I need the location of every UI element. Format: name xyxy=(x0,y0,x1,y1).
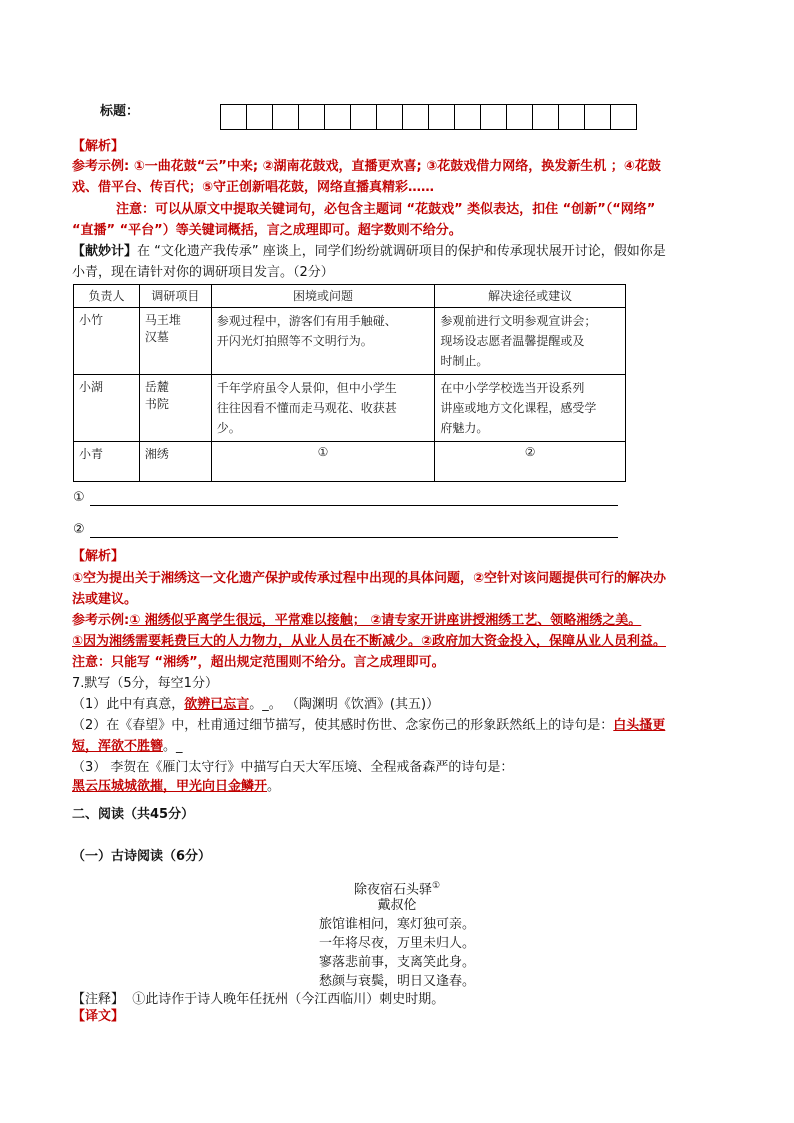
table-cell-blank-2[interactable]: ② xyxy=(435,442,626,482)
answer-line-1[interactable] xyxy=(90,505,618,506)
table-cell-person: 小竹 xyxy=(74,308,140,375)
table-row xyxy=(74,308,626,375)
reference-answer-line-2: 戏、借平台、传百代；⑤守正创新唱花鼓，网络直播真精彩…… xyxy=(72,180,435,195)
ref-answer-1: ① 湘绣似乎离学生很远，平常难以接触； ②请专家开讲座讲授湘绣工艺、领略湘绣之美。 xyxy=(129,613,642,628)
note-tag: 【注释】 xyxy=(72,992,125,1007)
poem-author: 戴叔伦 xyxy=(377,898,417,913)
title-grid-cell[interactable] xyxy=(221,104,247,130)
analysis-label-2: 【解析】 xyxy=(72,549,125,564)
q7-2-answer-part-1: 白头搔更 xyxy=(613,718,666,733)
table-cell-project: 岳麓 书院 xyxy=(139,375,211,442)
analysis2-line-2: 法或建议。 xyxy=(72,592,138,607)
title-grid-cell[interactable] xyxy=(325,104,351,130)
title-grid-cell[interactable] xyxy=(507,104,533,130)
table-header: 负责人 xyxy=(74,285,140,308)
ref-prefix: 参考示例: xyxy=(72,613,130,628)
title-grid-cell[interactable] xyxy=(611,104,637,130)
q7-title: 7.默写（5分，每空1分） xyxy=(72,676,218,691)
table-cell-problem: 参观过程中，游客们有用手触碰、 开闪光灯拍照等不文明行为。 xyxy=(211,308,435,375)
title-grid-cell[interactable] xyxy=(351,104,377,130)
reference-answer-line-1: 参考示例: ①一曲花鼓“云”中来; ②湖南花鼓戏，直播更欢喜; ③花鼓戏借力网络，换发新生机 ；④花鼓 xyxy=(72,159,661,174)
q7-item-3: （3） 李贺在《雁门太守行》中描写白天大军压境、全程戒备森严的诗句是： xyxy=(72,760,514,775)
table-header-row xyxy=(74,285,626,308)
table-header: 解决途径或建议 xyxy=(435,285,626,308)
q7-item-3-cont xyxy=(72,778,280,796)
title-grid-cell[interactable] xyxy=(559,104,585,130)
title-grid-cell[interactable] xyxy=(481,104,507,130)
title-grid-cell[interactable] xyxy=(299,104,325,130)
section-heading-poem: （一）古诗阅读（6分） xyxy=(72,849,212,864)
survey-table xyxy=(73,284,626,482)
table-header: 调研项目 xyxy=(139,285,211,308)
table-cell-project: 马王堆 汉墓 xyxy=(139,308,211,375)
table-cell-project: 湘绣 xyxy=(139,442,211,482)
table-header: 困境或问题 xyxy=(211,285,435,308)
title-grid-cell[interactable] xyxy=(403,104,429,130)
table-row xyxy=(74,375,626,442)
poem-line: 一年将尽夜，万里未归人。 xyxy=(318,936,475,951)
title-grid-cell[interactable] xyxy=(273,104,299,130)
poem-line: 寥落悲前事，支离笑此身。 xyxy=(318,955,475,970)
title-label: 标题： xyxy=(100,104,140,119)
q7-3-answer: 黑云压城城欲摧，甲光向日金鳞开 xyxy=(72,779,268,794)
analysis-label-1: 【解析】 xyxy=(72,139,125,154)
title-grid-cell[interactable] xyxy=(533,104,559,130)
analysis2-note: 注意：只能写 “湘绣”，超出规定范围则不给分。言之成理即可。 xyxy=(72,655,445,670)
q7-item-1 xyxy=(72,696,439,714)
poem-title: 除夜宿石头驿① xyxy=(353,881,441,898)
answer-label-1: ① xyxy=(73,490,85,505)
q7-1-source: 。_。 （陶渊明《饮酒》(其五)） xyxy=(249,697,440,712)
answer-label-2: ② xyxy=(73,522,85,537)
note-line-1: 注意：可以从原文中提取关键词句，必包含主题词 “花鼓戏” 类似表达，扣住 “创新”（“网络” xyxy=(116,202,656,217)
title-answer-grid[interactable] xyxy=(220,104,637,130)
analysis2-line-1: ①空为提出关于湘绣这一文化遗产保护或传承过程中出现的具体问题，②空针对该问题提供可行的解决办 xyxy=(72,571,667,586)
question-prompt-line-1 xyxy=(72,243,666,261)
q7-1-prompt: （1）此中有真意， xyxy=(72,697,185,712)
table-cell-person: 小湖 xyxy=(74,375,140,442)
q7-item-2-cont xyxy=(72,738,183,756)
q7-3-end: 。 xyxy=(267,779,281,794)
table-cell-solution: 参观前进行文明参观宣讲会； 现场设志愿者温馨提醒或及 时制止。 xyxy=(435,308,626,375)
answer-line-2[interactable] xyxy=(90,537,618,538)
q7-2-answer-part-2: 短，浑欲不胜簪 xyxy=(72,739,164,754)
question-text-1: 在 “文化遗产我传承” 座谈上，同学们纷纷就调研项目的保护和传承现状展开讨论，假如你是 xyxy=(137,244,666,259)
q7-2-end: 。_ xyxy=(163,739,183,754)
analysis2-ref-line-2: ①因为湘绣需要耗费巨大的人力物力，从业人员在不断减少。②政府加大资金投入，保障从业人员利益。 xyxy=(72,634,667,649)
table-row xyxy=(74,442,626,482)
q7-item-2 xyxy=(72,717,665,735)
table-cell-person: 小青 xyxy=(74,442,140,482)
q7-1-answer: 欲辨已忘言 xyxy=(184,697,250,712)
title-grid-cell[interactable] xyxy=(377,104,403,130)
footnote-mark: ① xyxy=(431,881,441,891)
title-grid-cell[interactable] xyxy=(585,104,611,130)
poem-line: 愁颜与衰鬓，明日又逢春。 xyxy=(318,974,475,989)
title-grid-cell[interactable] xyxy=(455,104,481,130)
question-tag: 【献妙计】 xyxy=(72,244,138,259)
poem-line: 旅馆谁相问，寒灯独可亲。 xyxy=(318,917,475,932)
title-grid-cell[interactable] xyxy=(429,104,455,130)
section-heading-reading: 二、阅读（共45分） xyxy=(72,807,195,822)
table-cell-problem: 千年学府虽令人景仰，但中小学生 往往因看不懂而走马观花、收获甚 少。 xyxy=(211,375,435,442)
table-cell-solution: 在中小学学校选当开设系列 讲座或地方文化课程，感受学 府魅力。 xyxy=(435,375,626,442)
q7-2-prompt: （2）在《春望》中，杜甫通过细节描写，使其感时伤世、念家伤己的形象跃然纸上的诗句是： xyxy=(72,718,614,733)
poem-note xyxy=(72,991,444,1009)
translation-tag: 【译文】 xyxy=(72,1009,125,1024)
question-prompt-line-2: 小青，现在请针对你的调研项目发言。（2分） xyxy=(72,265,334,280)
title-grid-cell[interactable] xyxy=(247,104,273,130)
table-cell-blank-1[interactable]: ① xyxy=(211,442,435,482)
analysis2-ref-line xyxy=(72,612,641,630)
note-line-2: “直播” “平台”）等关键词概括，言之成理即可。超字数则不给分。 xyxy=(72,223,462,238)
note-text: ①此诗作于诗人晚年任抚州（今江西临川）刺史时期。 xyxy=(132,992,445,1007)
